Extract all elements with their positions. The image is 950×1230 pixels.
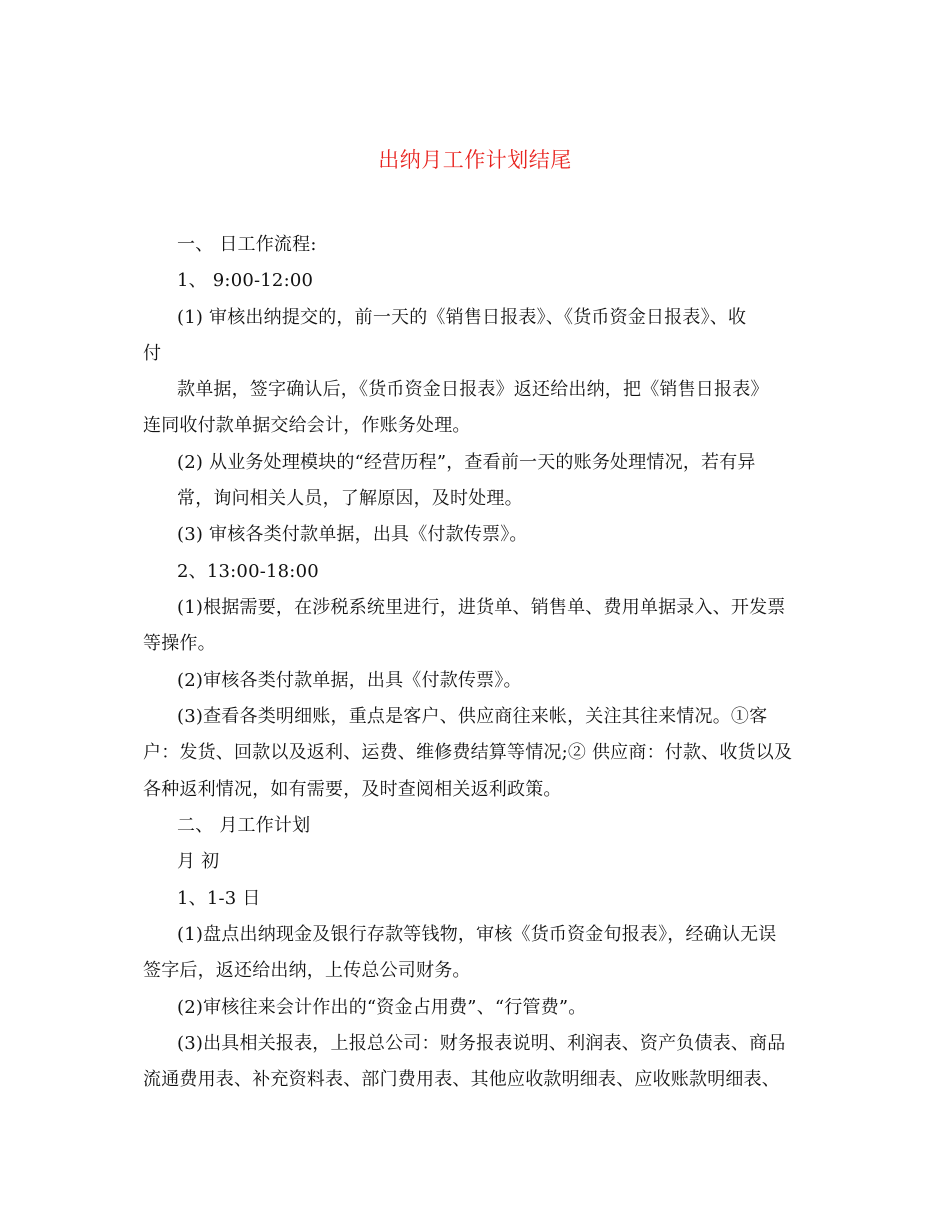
paragraph-line: 签字后，返还给出纳，上传总公司财务。 xyxy=(143,960,471,981)
section-heading-monthly: 二、 月工作计划 xyxy=(177,815,311,836)
subheading-month-start: 月 初 xyxy=(177,851,220,872)
paragraph-line: 连同收付款单据交给会计，作账务处理。 xyxy=(143,415,471,436)
document-title: 出纳月工作计划结尾 xyxy=(378,148,572,172)
paragraph-line: (2)审核各类付款单据，出具《付款传票》。 xyxy=(177,670,522,691)
paragraph-line: (1)盘点出纳现金及银行存款等钱物，审核《货币资金旬报表》，经确认无误 xyxy=(177,924,777,945)
paragraph-line: (3)查看各类明细账，重点是客户、供应商往来帐，关注其往来情况。①客 xyxy=(177,706,768,727)
paragraph-line: 户：发货、回款以及返利、运费、维修费结算等情况;② 供应商：付款、收货以及 xyxy=(143,742,793,763)
paragraph-line: (1) 审核出纳提交的，前一天的《销售日报表》、《货币资金日报表》、收 xyxy=(177,307,747,328)
paragraph-line: 各种返利情况，如有需要，及时查阅相关返利政策。 xyxy=(143,779,562,800)
paragraph-line: (3) 审核各类付款单据，出具《付款传票》。 xyxy=(177,524,528,545)
paragraph-line: (3)出具相关报表，上报总公司：财务报表说明、利润表、资产负债表、商品 xyxy=(177,1033,786,1054)
section-heading-daily: 一、 日工作流程: xyxy=(177,234,317,255)
item-heading-days: 1、1-3 日 xyxy=(177,888,261,909)
paragraph-line: 流通费用表、补充资料表、部门费用表、其他应收款明细表、应收账款明细表、 xyxy=(143,1069,780,1090)
item-heading-afternoon: 2、13:00-18:00 xyxy=(177,561,319,582)
paragraph-line: (2)审核往来会计作出的“资金占用费”、“行管费”。 xyxy=(177,997,587,1018)
paragraph-line: 等操作。 xyxy=(143,633,216,654)
paragraph-line: (2) 从业务处理模块的“经营历程”，查看前一天的账务处理情况，若有异 xyxy=(177,452,756,473)
paragraph-line: (1)根据需要，在涉税系统里进行，进货单、销售单、费用单据录入、开发票 xyxy=(177,597,786,618)
paragraph-line: 款单据，签字确认后，《货币资金日报表》返还给出纳，把《销售日报表》 xyxy=(177,379,769,400)
item-heading-morning: 1、 9:00-12:00 xyxy=(177,270,314,291)
paragraph-line: 付 xyxy=(143,343,162,364)
paragraph-line: 常，询问相关人员，了解原因，及时处理。 xyxy=(177,488,523,509)
